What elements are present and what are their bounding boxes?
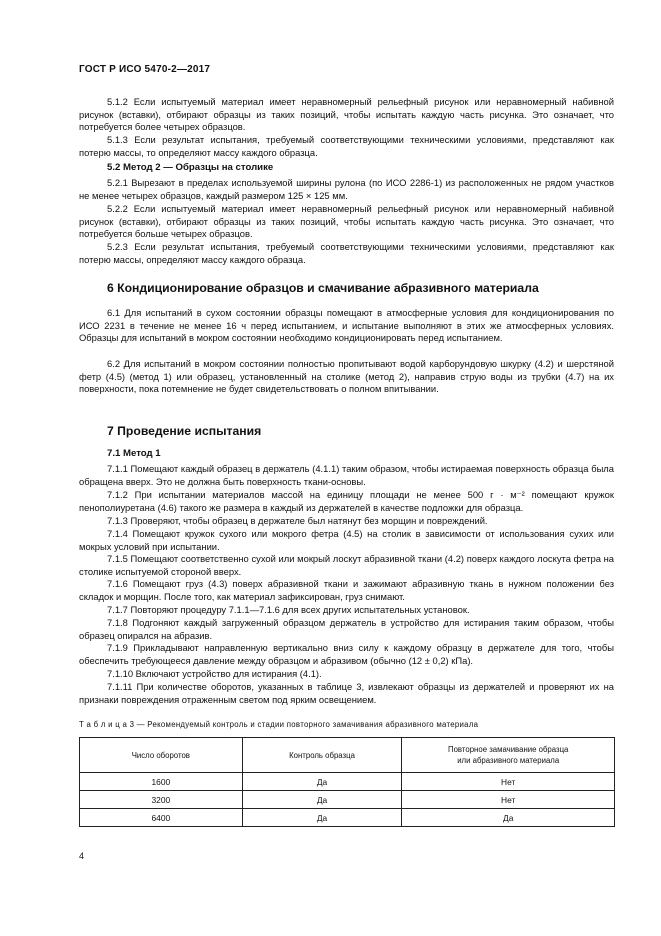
paragraph-5-2-2: 5.2.2 Если испытуемый материал имеет неравномерный рельефный рисунок или неравномерный набивной рисунок (вставки), отбирают образцы из таких позиций, чтобы испытать каждую часть рисунка. Это означает, что потребуется больше четырех образцов. bbox=[79, 203, 614, 240]
cell-revolutions: 1600 bbox=[80, 773, 243, 791]
heading-section-6: 6 Кондиционирование образцов и смачивание абразивного материала bbox=[107, 281, 539, 295]
cell-control: Да bbox=[242, 809, 402, 827]
paragraph-6-2: 6.2 Для испытаний в мокром состоянии полностью пропитывают водой карборундовую шкурку (4.2) и шерстяной фетр (4.5) (метод 1) или образец, установленный на столике (метод 2), направив струю воды из трубки (4.7) на их поверхности, пока потемнение не будет свидетельствовать о полном впитывании. bbox=[79, 358, 614, 395]
table-row bbox=[80, 773, 615, 791]
col-header-rewet-line2: или абразивного материала bbox=[457, 756, 560, 765]
col-header-rewet bbox=[402, 738, 615, 773]
paragraph-5-1-3: 5.1.3 Если результат испытания, требуемый соответствующими техническими условиями, представляют как потерю массы, то определяют массу каждого образца. bbox=[79, 134, 614, 158]
paragraph-7-1-10: 7.1.10 Включают устройство для истирания (4.1). bbox=[107, 668, 322, 679]
document-header: ГОСТ Р ИСО 5470-2—2017 bbox=[79, 64, 211, 75]
page-number: 4 bbox=[79, 851, 85, 861]
paragraph-7-1-2: 7.1.2 При испытании материалов массой на единицу площади не менее 500 г · м⁻² помещают кружок пенополиуретана (4.6) такого же размера в каждый из держателей в качестве подложки для образца. bbox=[79, 489, 614, 513]
paragraph-7-1-3: 7.1.3 Проверяют, чтобы образец в держателе был натянут без морщин и повреждений. bbox=[107, 515, 488, 526]
cell-rewet: Нет bbox=[402, 773, 615, 791]
col-header-rewet-line1: Повторное замачивание образца bbox=[447, 745, 569, 754]
paragraph-6-1: 6.1 Для испытаний в сухом состоянии образцы помещают в атмосферные условия для кондиционирования по ИСО 2231 в течение не менее 16 ч перед испытанием, и испытание выполняют в этих же атмосферных условиях. Образцы для испытаний в мокром состоянии необходимо кондиционировать перед испытанием. bbox=[79, 307, 614, 344]
paragraph-7-1-11: 7.1.11 При количестве оборотов, указанных в таблице 3, извлекают образцы из держателей и проверяют их на признаки повреждения отраженным светом под ярким освещением. bbox=[79, 681, 614, 705]
paragraph-7-1-4: 7.1.4 Помещают кружок сухого или мокрого фетра (4.5) на столик в зависимости от использования сухих или мокрых условий при испытании. bbox=[79, 528, 614, 552]
cell-rewet: Нет bbox=[402, 791, 615, 809]
paragraph-5-1-2: 5.1.2 Если испытуемый материал имеет неравномерный рельефный рисунок или неравномерный набивной рисунок (вставки), отбирают образцы из таких позиций, чтобы испытать каждую часть рисунка. Это означает, что потребуется более четырех образцов. bbox=[79, 96, 614, 133]
col-header-revolutions: Число оборотов bbox=[80, 738, 243, 773]
paragraph-7-1-8: 7.1.8 Подгоняют каждый загруженный образцом держатель в устройство для истирания таким образом, чтобы образец опирался на абразив. bbox=[79, 617, 614, 641]
paragraph-5-2-1: 5.2.1 Вырезают в пределах используемой ширины рулона (по ИСО 2286-1) из расположенных не рядом участков не менее четырех образцов, каждый размером 125 × 125 мм. bbox=[79, 177, 614, 201]
cell-control: Да bbox=[242, 773, 402, 791]
table-row bbox=[80, 791, 615, 809]
table-3 bbox=[79, 737, 615, 827]
paragraph-7-1-5: 7.1.5 Помещают соответственно сухой или мокрый лоскут абразивной ткани (4.2) поверх каждого лоскута фетра на столике испытуемой стороной вверх. bbox=[79, 553, 614, 577]
table-header-row bbox=[80, 738, 615, 773]
paragraph-7-1-1: 7.1.1 Помещают каждый образец в держатель (4.1.1) таким образом, чтобы истираемая поверхность образца была обращена вверх. Это не должна быть поверхность ткани-основы. bbox=[79, 463, 614, 487]
paragraph-7-1-9: 7.1.9 Прикладывают направленную вертикально вниз силу к каждому образцу в держателе для того, чтобы обеспечить требующееся давление между образцом и абразивом (обычно (12 ± 0,2) кПа). bbox=[79, 642, 614, 666]
paragraph-5-2-3: 5.2.3 Если результат испытания, требуемый соответствующими техническими условиями, представляют как потерю массы, определяют массу каждого образца. bbox=[79, 241, 614, 265]
paragraph-7-1-6: 7.1.6 Помещают груз (4.3) поверх абразивной ткани и зажимают абразивную ткань в нужном положении без складок и морщин. После того, как материал зафиксирован, груз снимают. bbox=[79, 578, 614, 602]
paragraph-7-1-7: 7.1.7 Повторяют процедуру 7.1.1—7.1.6 для всех других испытательных установок. bbox=[107, 604, 470, 615]
cell-rewet: Да bbox=[402, 809, 615, 827]
cell-revolutions: 3200 bbox=[80, 791, 243, 809]
subheading-7-1: 7.1 Метод 1 bbox=[107, 448, 161, 459]
col-header-control: Контроль образца bbox=[242, 738, 402, 773]
table-row bbox=[80, 809, 615, 827]
subheading-5-2: 5.2 Метод 2 — Образцы на столике bbox=[107, 162, 274, 173]
cell-revolutions: 6400 bbox=[80, 809, 243, 827]
cell-control: Да bbox=[242, 791, 402, 809]
heading-section-7: 7 Проведение испытания bbox=[107, 424, 262, 438]
table-caption: Т а б л и ц а 3 — Рекомендуемый контроль и стадии повторного замачивания абразивного материала bbox=[79, 720, 479, 729]
